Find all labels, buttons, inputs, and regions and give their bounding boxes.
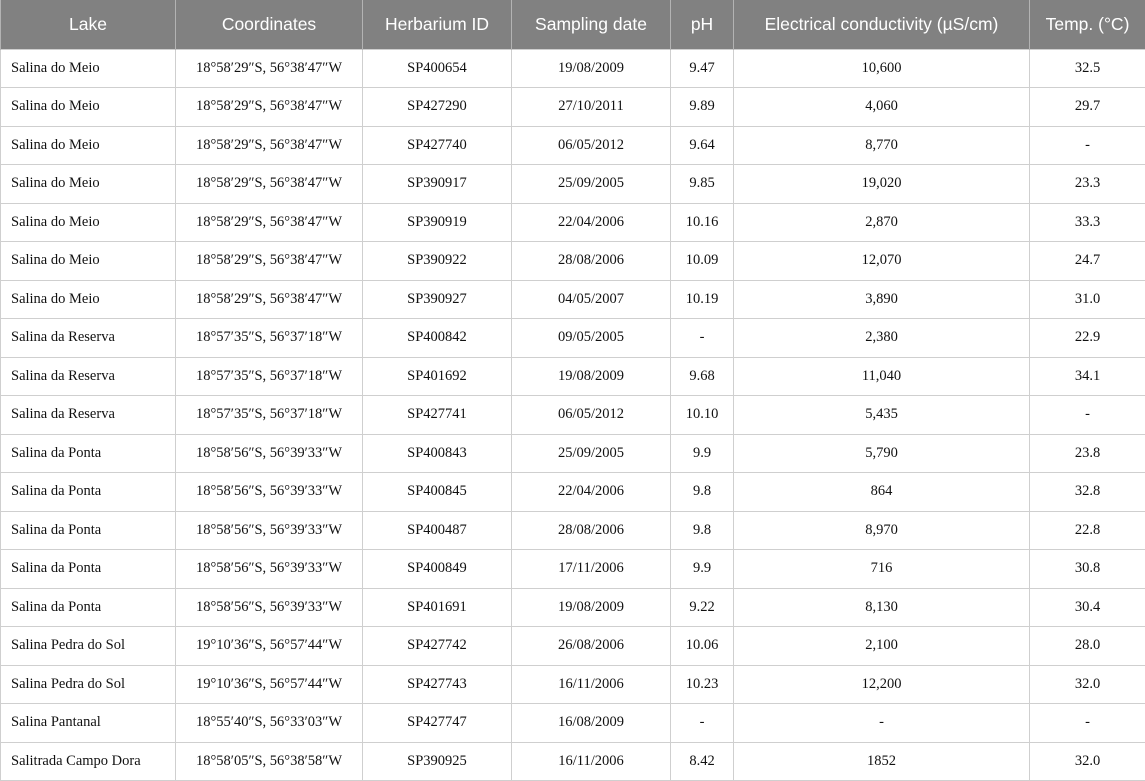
table-row xyxy=(1,511,1145,550)
cell-sampling-date: 04/05/2007 xyxy=(512,280,671,319)
cell-coordinates: 18°58′29″S, 56°38′47″W xyxy=(176,203,363,242)
cell-lake: Salina da Reserva xyxy=(1,357,176,396)
cell-conductivity: 3,890 xyxy=(734,280,1030,319)
cell-lake: Salina da Ponta xyxy=(1,550,176,589)
cell-temperature: 28.0 xyxy=(1030,627,1145,666)
table-row xyxy=(1,588,1145,627)
cell-coordinates: 18°58′29″S, 56°38′47″W xyxy=(176,280,363,319)
cell-herbarium-id: SP401692 xyxy=(363,357,512,396)
cell-coordinates: 18°58′29″S, 56°38′47″W xyxy=(176,88,363,127)
header-row xyxy=(1,0,1145,49)
table-row xyxy=(1,280,1145,319)
cell-coordinates: 18°58′56″S, 56°39′33″W xyxy=(176,434,363,473)
cell-herbarium-id: SP427741 xyxy=(363,396,512,435)
table-row xyxy=(1,242,1145,281)
cell-lake: Salina do Meio xyxy=(1,88,176,127)
cell-lake: Salina da Ponta xyxy=(1,511,176,550)
cell-coordinates: 19°10′36″S, 56°57′44″W xyxy=(176,627,363,666)
cell-temperature: 22.9 xyxy=(1030,319,1145,358)
cell-conductivity: 1852 xyxy=(734,742,1030,781)
cell-coordinates: 18°58′56″S, 56°39′33″W xyxy=(176,588,363,627)
cell-herbarium-id: SP390919 xyxy=(363,203,512,242)
cell-conductivity: 8,770 xyxy=(734,126,1030,165)
cell-temperature: - xyxy=(1030,396,1145,435)
cell-temperature: 22.8 xyxy=(1030,511,1145,550)
table-row xyxy=(1,665,1145,704)
cell-lake: Salina da Ponta xyxy=(1,434,176,473)
table-row xyxy=(1,357,1145,396)
cell-ph: 10.06 xyxy=(671,627,734,666)
cell-ph: 10.23 xyxy=(671,665,734,704)
cell-coordinates: 18°58′05″S, 56°38′58″W xyxy=(176,742,363,781)
cell-sampling-date: 19/08/2009 xyxy=(512,357,671,396)
cell-ph: 9.9 xyxy=(671,550,734,589)
cell-herbarium-id: SP400845 xyxy=(363,473,512,512)
cell-herbarium-id: SP400487 xyxy=(363,511,512,550)
cell-coordinates: 18°57′35″S, 56°37′18″W xyxy=(176,319,363,358)
cell-sampling-date: 19/08/2009 xyxy=(512,588,671,627)
cell-coordinates: 18°58′29″S, 56°38′47″W xyxy=(176,126,363,165)
cell-temperature: 32.0 xyxy=(1030,665,1145,704)
cell-herbarium-id: SP427747 xyxy=(363,704,512,743)
cell-conductivity: 864 xyxy=(734,473,1030,512)
table-row xyxy=(1,742,1145,781)
cell-sampling-date: 16/11/2006 xyxy=(512,742,671,781)
cell-sampling-date: 26/08/2006 xyxy=(512,627,671,666)
cell-sampling-date: 27/10/2011 xyxy=(512,88,671,127)
cell-herbarium-id: SP427743 xyxy=(363,665,512,704)
cell-coordinates: 18°58′29″S, 56°38′47″W xyxy=(176,49,363,88)
table-header xyxy=(1,0,1145,49)
cell-conductivity: 12,200 xyxy=(734,665,1030,704)
cell-sampling-date: 22/04/2006 xyxy=(512,203,671,242)
cell-lake: Salina da Reserva xyxy=(1,396,176,435)
cell-conductivity: 8,130 xyxy=(734,588,1030,627)
cell-ph: - xyxy=(671,319,734,358)
cell-temperature: 33.3 xyxy=(1030,203,1145,242)
cell-ph: 9.8 xyxy=(671,473,734,512)
cell-lake: Salina da Ponta xyxy=(1,473,176,512)
cell-conductivity: 2,100 xyxy=(734,627,1030,666)
header-coordinates: Coordinates xyxy=(176,0,363,49)
table-row xyxy=(1,203,1145,242)
table-row xyxy=(1,319,1145,358)
cell-conductivity: 2,380 xyxy=(734,319,1030,358)
cell-temperature: 32.8 xyxy=(1030,473,1145,512)
cell-ph: - xyxy=(671,704,734,743)
cell-ph: 10.19 xyxy=(671,280,734,319)
cell-conductivity: 716 xyxy=(734,550,1030,589)
cell-ph: 9.22 xyxy=(671,588,734,627)
cell-lake: Salina Pantanal xyxy=(1,704,176,743)
cell-coordinates: 18°57′35″S, 56°37′18″W xyxy=(176,396,363,435)
cell-herbarium-id: SP400849 xyxy=(363,550,512,589)
cell-ph: 9.9 xyxy=(671,434,734,473)
cell-sampling-date: 25/09/2005 xyxy=(512,434,671,473)
cell-herbarium-id: SP390925 xyxy=(363,742,512,781)
cell-herbarium-id: SP400842 xyxy=(363,319,512,358)
cell-sampling-date: 06/05/2012 xyxy=(512,126,671,165)
cell-coordinates: 18°58′29″S, 56°38′47″W xyxy=(176,165,363,204)
cell-lake: Salina do Meio xyxy=(1,49,176,88)
cell-sampling-date: 19/08/2009 xyxy=(512,49,671,88)
cell-ph: 9.89 xyxy=(671,88,734,127)
cell-conductivity: 8,970 xyxy=(734,511,1030,550)
cell-lake: Salina do Meio xyxy=(1,280,176,319)
cell-conductivity: 11,040 xyxy=(734,357,1030,396)
cell-herbarium-id: SP400843 xyxy=(363,434,512,473)
cell-lake: Salitrada Campo Dora xyxy=(1,742,176,781)
cell-ph: 8.42 xyxy=(671,742,734,781)
cell-lake: Salina do Meio xyxy=(1,126,176,165)
cell-coordinates: 18°57′35″S, 56°37′18″W xyxy=(176,357,363,396)
cell-temperature: - xyxy=(1030,704,1145,743)
cell-lake: Salina do Meio xyxy=(1,242,176,281)
cell-conductivity: 5,790 xyxy=(734,434,1030,473)
cell-coordinates: 18°58′56″S, 56°39′33″W xyxy=(176,550,363,589)
cell-lake: Salina do Meio xyxy=(1,203,176,242)
cell-temperature: 23.3 xyxy=(1030,165,1145,204)
cell-lake: Salina do Meio xyxy=(1,165,176,204)
cell-ph: 9.68 xyxy=(671,357,734,396)
cell-temperature: 30.8 xyxy=(1030,550,1145,589)
cell-conductivity: 12,070 xyxy=(734,242,1030,281)
cell-herbarium-id: SP427742 xyxy=(363,627,512,666)
cell-herbarium-id: SP390917 xyxy=(363,165,512,204)
cell-lake: Salina da Reserva xyxy=(1,319,176,358)
cell-temperature: 23.8 xyxy=(1030,434,1145,473)
cell-herbarium-id: SP401691 xyxy=(363,588,512,627)
table-row xyxy=(1,49,1145,88)
cell-coordinates: 18°55′40″S, 56°33′03″W xyxy=(176,704,363,743)
cell-lake: Salina da Ponta xyxy=(1,588,176,627)
cell-sampling-date: 16/11/2006 xyxy=(512,665,671,704)
cell-temperature: - xyxy=(1030,126,1145,165)
cell-ph: 10.10 xyxy=(671,396,734,435)
cell-sampling-date: 28/08/2006 xyxy=(512,242,671,281)
header-ph: pH xyxy=(671,0,734,49)
table-row xyxy=(1,550,1145,589)
table-row xyxy=(1,627,1145,666)
cell-temperature: 31.0 xyxy=(1030,280,1145,319)
cell-conductivity: - xyxy=(734,704,1030,743)
cell-ph: 10.16 xyxy=(671,203,734,242)
header-herbarium-id: Herbarium ID xyxy=(363,0,512,49)
cell-sampling-date: 28/08/2006 xyxy=(512,511,671,550)
cell-ph: 9.64 xyxy=(671,126,734,165)
cell-sampling-date: 22/04/2006 xyxy=(512,473,671,512)
cell-sampling-date: 06/05/2012 xyxy=(512,396,671,435)
header-lake: Lake xyxy=(1,0,176,49)
cell-conductivity: 2,870 xyxy=(734,203,1030,242)
header-conductivity: Electrical conductivity (µS/cm) xyxy=(734,0,1030,49)
cell-sampling-date: 16/08/2009 xyxy=(512,704,671,743)
cell-temperature: 34.1 xyxy=(1030,357,1145,396)
cell-coordinates: 18°58′56″S, 56°39′33″W xyxy=(176,473,363,512)
table-row xyxy=(1,473,1145,512)
cell-temperature: 30.4 xyxy=(1030,588,1145,627)
table-row xyxy=(1,434,1145,473)
cell-temperature: 29.7 xyxy=(1030,88,1145,127)
cell-conductivity: 10,600 xyxy=(734,49,1030,88)
table-row xyxy=(1,88,1145,127)
cell-temperature: 32.5 xyxy=(1030,49,1145,88)
cell-temperature: 24.7 xyxy=(1030,242,1145,281)
cell-conductivity: 4,060 xyxy=(734,88,1030,127)
cell-conductivity: 19,020 xyxy=(734,165,1030,204)
cell-sampling-date: 17/11/2006 xyxy=(512,550,671,589)
cell-coordinates: 19°10′36″S, 56°57′44″W xyxy=(176,665,363,704)
cell-herbarium-id: SP400654 xyxy=(363,49,512,88)
cell-lake: Salina Pedra do Sol xyxy=(1,665,176,704)
table-row xyxy=(1,704,1145,743)
cell-ph: 9.85 xyxy=(671,165,734,204)
cell-coordinates: 18°58′29″S, 56°38′47″W xyxy=(176,242,363,281)
cell-sampling-date: 25/09/2005 xyxy=(512,165,671,204)
cell-ph: 9.8 xyxy=(671,511,734,550)
header-temperature: Temp. (°C) xyxy=(1030,0,1145,49)
cell-sampling-date: 09/05/2005 xyxy=(512,319,671,358)
cell-conductivity: 5,435 xyxy=(734,396,1030,435)
cell-herbarium-id: SP427290 xyxy=(363,88,512,127)
table-row xyxy=(1,165,1145,204)
cell-temperature: 32.0 xyxy=(1030,742,1145,781)
cell-herbarium-id: SP390922 xyxy=(363,242,512,281)
table-row xyxy=(1,396,1145,435)
cell-coordinates: 18°58′56″S, 56°39′33″W xyxy=(176,511,363,550)
table-row xyxy=(1,126,1145,165)
cell-ph: 9.47 xyxy=(671,49,734,88)
table-body xyxy=(1,49,1145,781)
cell-herbarium-id: SP427740 xyxy=(363,126,512,165)
cell-herbarium-id: SP390927 xyxy=(363,280,512,319)
cell-lake: Salina Pedra do Sol xyxy=(1,627,176,666)
cell-ph: 10.09 xyxy=(671,242,734,281)
header-sampling-date: Sampling date xyxy=(512,0,671,49)
